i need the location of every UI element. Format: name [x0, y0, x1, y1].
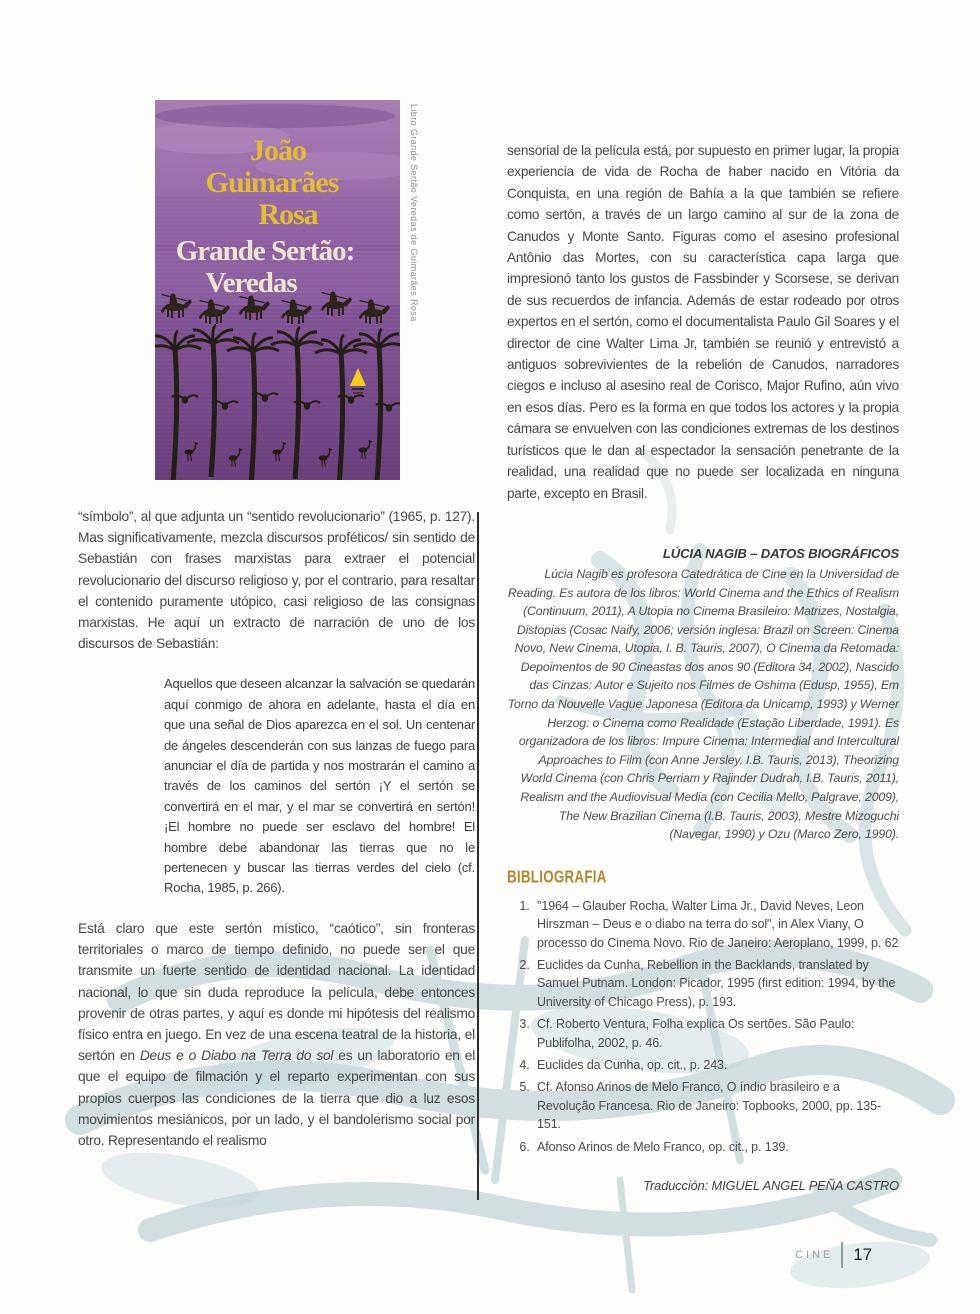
bibliography-heading: BIBLIOGRAFIA — [507, 867, 607, 887]
text-segment: es un laboratorio en el que el equipo de filmación y el reparto experimentan con sus propios cuerpos las condiciones de la tierra que dio a luz esos movimientos mesiánicos, por un lado, y el bandolerismo social por otro. Representando el realismo — [78, 1048, 476, 1148]
footer-section-label: CINE — [795, 1249, 834, 1261]
translation-credit: Traducción: MIGUEL ANGEL PEÑA CASTRO — [643, 1178, 899, 1194]
cover-title-line-1: Grande Sertão: — [175, 235, 355, 267]
right-column — [507, 140, 899, 1193]
italic-text-segment: Deus e o Diabo na Terra do sol — [139, 1048, 334, 1064]
article-paragraph: sensorial de la película está, por supuesto en primer lugar, la propia experiencia de vida de Rocha de haber nacido en Vitória da Conquista, en una región de Bahía a la que también se refiere como sertón, a través de un largo camino al sur de la zona de Canudos y Monte Santo. Figuras como el asesino profesional Antônio das Mortes, con su característica capa larga que impresionó tanto los gustos de Fassbinder y Scorsese, se derivan de sus recuerdos de infancia. Además de estar rodeado por otros expertos en el sertón, como el documentalista Paulo Gil Soares y el director de cine Walter Lima Jr, también se reunió y entrevistó a antiguos sobrevivientes de la rebelión de Canudos, narradores ciegos e incluso al asesino real de Corisco, Major Rufino, aún vivo en esos días. Pero es la forma en que todos los actores y la propia cámara se envuelven con las condiciones extremas de los destinos turísticos que le dan al espectador la sensación penetrante de la realidad, una realidad que no puede ser localizada en ninguna parte, excepto en Brasil. — [507, 143, 899, 501]
cover-author-line-3: Rosa — [258, 198, 318, 231]
bibliography-item: 5. Cf. Afonso Arinos de Melo Franco, O índio brasileiro e a Revolução Francesa. Rio de Janeiro: Topbooks, 2000, pp. 135-151. — [533, 1078, 899, 1133]
speech-blockquote: Aquellos que deseen alcanzar la salvación se quedarán aquí conmigo de ahora en adelante, hasta el día en que una señal de Dios aparezca en el sol. Un centenar de ángeles descenderán con sus lanzas de fuego para anunciar el día de partida y nos mostrarán el camino a través de los caminos del sertón ¡Y el sertón se convertirá en el mar, y el mar se convertirá en sertón! ¡El hombre no puede ser esclavo del hombre! El hombre debe abandonar las tierras que no le pertenecen y buscar las tierras verdes del cielo (cf. Rocha, 1985, p. 266). — [164, 676, 476, 896]
bio-text: Lúcia Nagib es profesora Catedrática de Cine en la Universidad de Reading. Es autora de los libros: World Cinema and the Ethics of Realism (Continuum, 2011), A Utopia no Cinema Brasileiro: Matrizes, Nostalgia, Distopias (Cosac Naify, 2006; versión inglesa: Brazil on Screen: Cinema Novo, New Cinema, Utopia, I. B. Tauris, 2007), O Cinema da Retomada: Depoimentos de 90 Cineastas dos anos 90 (Editora 34, 2002), Nascido das Cinzas: Autor e Sujeito nos Filmes de Oshima (Edusp, 1955), Em Torno da Nouvelle Vague Japonesa (Editora da Unicamp, 1993) y Werner Herzog: o Cinema como Realidade (Estação Liberdade, 1991). Es organizadora de los libros: Impure Cinema: Intermedial and Intercultural Approaches to Film (con Anne Jersley, I.B. Tauris, 2013), Theorizing World Cinema (con Chris Perriam y Rajinder Dudrah, I.B. Tauris, 2011), Realism and the Audiovisual Media (con Cecilia Mello, Palgrave, 2009), The New Brazilian Cinema (I.B. Tauris, 2003), Mestre Mizoguchi (Navegar, 1990) y Ozu (Marco Zero, 1990). — [507, 566, 899, 842]
book-cover-figure — [155, 100, 400, 480]
cover-author-line-2: Guimarães — [205, 166, 339, 199]
book-cover-caption: Libro Grande Sertão Veredas de Guimarães Rosa — [409, 104, 419, 322]
bibliography-item: 2. Euclides da Cunha, Rebellion in the Backlands, translated by Samuel Putnam. London: Picador, 1995 (first edition: 1994, by the University of Chicago Press), p. 193. — [533, 956, 899, 1011]
cover-author-line-1: João — [250, 134, 306, 167]
bio-heading: LÚCIA NAGIB – DATOS BIOGRÁFICOS — [662, 545, 899, 561]
footer-divider-bar — [841, 1242, 843, 1268]
left-column — [78, 506, 475, 1151]
footer-page-number: 17 — [853, 1245, 873, 1264]
book-cover-image — [155, 100, 400, 480]
bibliography-item: 3. Cf. Roberto Ventura, Folha explica Os sertões. São Paulo: Publifolha, 2002, p. 46. — [533, 1015, 899, 1052]
article-paragraph — [78, 918, 475, 1151]
page-footer — [795, 1240, 905, 1270]
author-bio-block — [507, 546, 899, 844]
bibliography-item: 6. Afonso Arinos de Melo Franco, op. cit., p. 139. — [533, 1138, 899, 1156]
bibliography-list — [507, 897, 899, 1156]
column-divider-rule — [477, 512, 479, 1200]
cover-title-line-2: Veredas — [205, 267, 297, 299]
bibliography-item: 1. "1964 – Glauber Rocha, Walter Lima Jr., David Neves, Leon Hirszman – Deus e o diabo na terra do sol", in Alex Viany, O processo do Cinema Novo. Rio de Janeiro: Aeroplano, 1999, p. 62 — [533, 897, 899, 952]
article-paragraph: “símbolo”, al que adjunta un “sentido revolucionario” (1965, p. 127). Mas significativamente, mezcla discursos proféticos/ sin sentido de Sebastián con frases marxistas para extraer el potencial revolucionario del discurso religioso y, por el contrario, para resaltar el contenido puramente utópico, casi religioso de las consignas marxistas. He aquí un extracto de narración de uno de los discursos de Sebastián: — [78, 509, 475, 652]
bibliography-section — [507, 867, 899, 1156]
bibliography-item: 4. Euclides da Cunha, op. cit., p. 243. — [533, 1056, 899, 1074]
text-segment: Está claro que este sertón místico, “caótico”, sin fronteras territoriales o marco de tiempo definido, no puede ser el que transmite un fuerte sentido de identidad nacional. La identidad nacional, lo que sin duda reproduce la película, debe entonces provenir de otras partes, y aquí es donde mi hipótesis del realismo físico entra en juego. En vez de una escena teatral de la historia, el sertón en — [78, 920, 475, 1064]
